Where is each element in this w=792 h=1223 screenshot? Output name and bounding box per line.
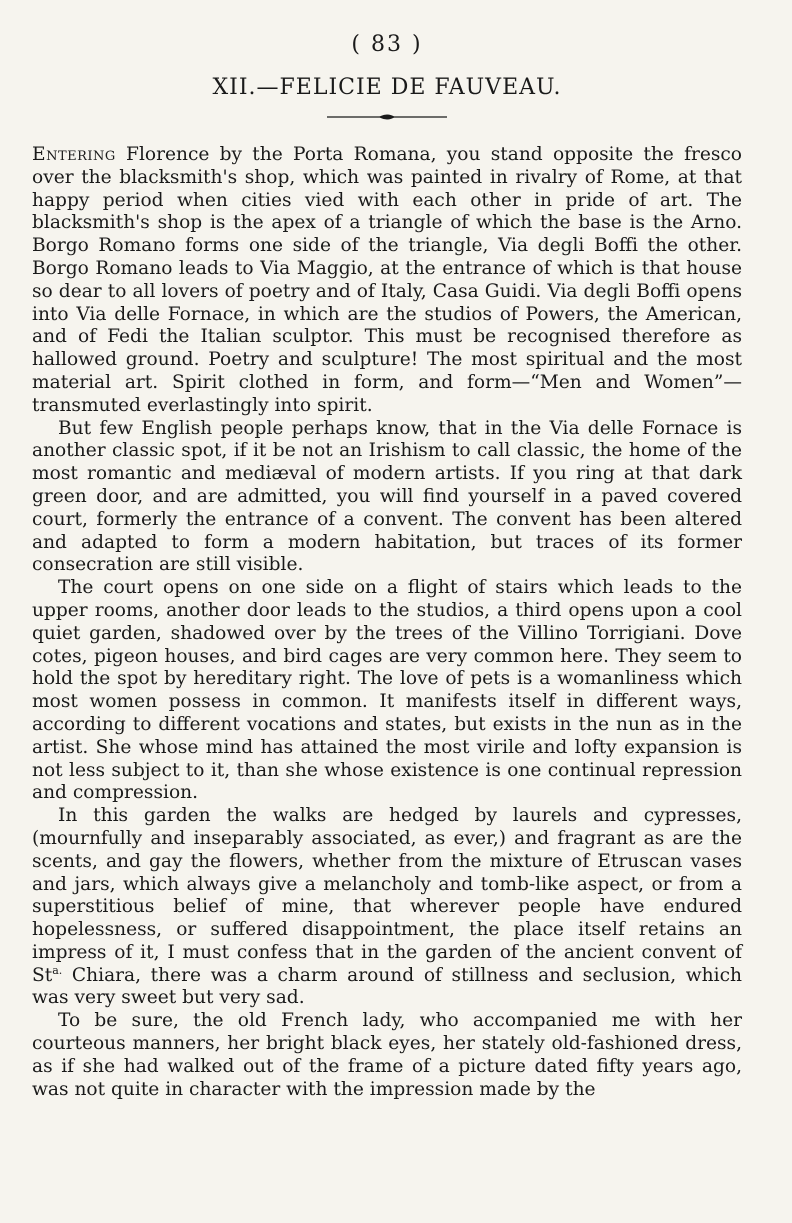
paragraph-2: But few English people perhaps know, that in the Via delle Fornace is another classic spot, if it be not an Irishism to call classic, the home of the most romantic and mediæval of modern artists. If you ring at that dark green door, and are admitted, you will find yourself in a paved covered court, formerly the entrance of a convent. The convent has been altered and adapted to form a modern habitation, but traces of its former consecration are still visible. [32,417,742,576]
paragraph-4-text-a: In this garden the walks are hedged by laurels and cypresses, (mournfully and inseparably associated, as ever,) and fragrant as are the scents, and gay the flowers, whether from the mixture of Etruscan vases and jars, which always give a melancholy and tomb-like aspect, or from a superstitious belief of mine, that wherever people have endured hopelessness, or suffered disappointment, the place itself retains an impress of it, I must confess that in the garden of the ancient convent of St [32,805,742,986]
paragraph-5: To be sure, the old French lady, who accompanied me with her courteous manners, her bright black eyes, her stately old-fashioned dress, as if she had walked out of the frame of a picture dated fifty years ago, was not quite in character with the impression made by the [32,1010,742,1100]
opening-word: Entering [32,144,116,165]
page-number: ( 83 ) [351,32,423,57]
title-rule-ornament-icon [327,112,447,122]
chapter-title: XII.—FELICIE DE FAUVEAU. [212,75,562,100]
paragraph-1 [32,144,742,418]
paragraph-3: The court opens on one side on a flight of stairs which leads to the upper rooms, another door leads to the studios, a third opens upon a cool quiet garden, shadowed over by the trees of the Villino Torrigiani. Dove cotes, pigeon houses, and bird cages are very common here. They seem to hold the spot by hereditary right. The love of pets is a womanliness which most women possess in common. It manifests itself in different ways, according to different vocations and states, but exists in the nun as in the artist. She whose mind has attained the most virile and lofty expansion is not less subject to it, than she whose existence is one continual repression and compression. [32,577,742,804]
paragraph-4-text-b: Chiara, there was a charm around of stillness and seclusion, which was very sweet but very sad. [32,964,742,1009]
paragraph-4 [32,805,742,1010]
saint-abbreviation-superscript: a. [52,963,63,977]
paragraph-1-text: Florence by the Porta Romana, you stand opposite the fresco over the blacksmith's shop, which was painted in rivalry of Rome, at that happy period when cities vied with each other in pride of art. The blacksmith's shop is the apex of a triangle of which the base is the Arno. Borgo Romano forms one side of the triangle, Via degli Boffi the other. Borgo Romano leads to Via Maggio, at the entrance of which is that house so dear to all lovers of poetry and of Italy, Casa Guidi. Via degli Boffi opens into Via delle Fornace, in which are the studios of Powers, the American, and of Fedi the Italian sculptor. This must be recognised therefore as hallowed ground. Poetry and sculpture! The most spiritual and the most material art. Spirit clothed in form, and form—“Men and Women”—transmuted everlastingly into spirit. [32,144,742,416]
chapter-body [32,144,742,1101]
